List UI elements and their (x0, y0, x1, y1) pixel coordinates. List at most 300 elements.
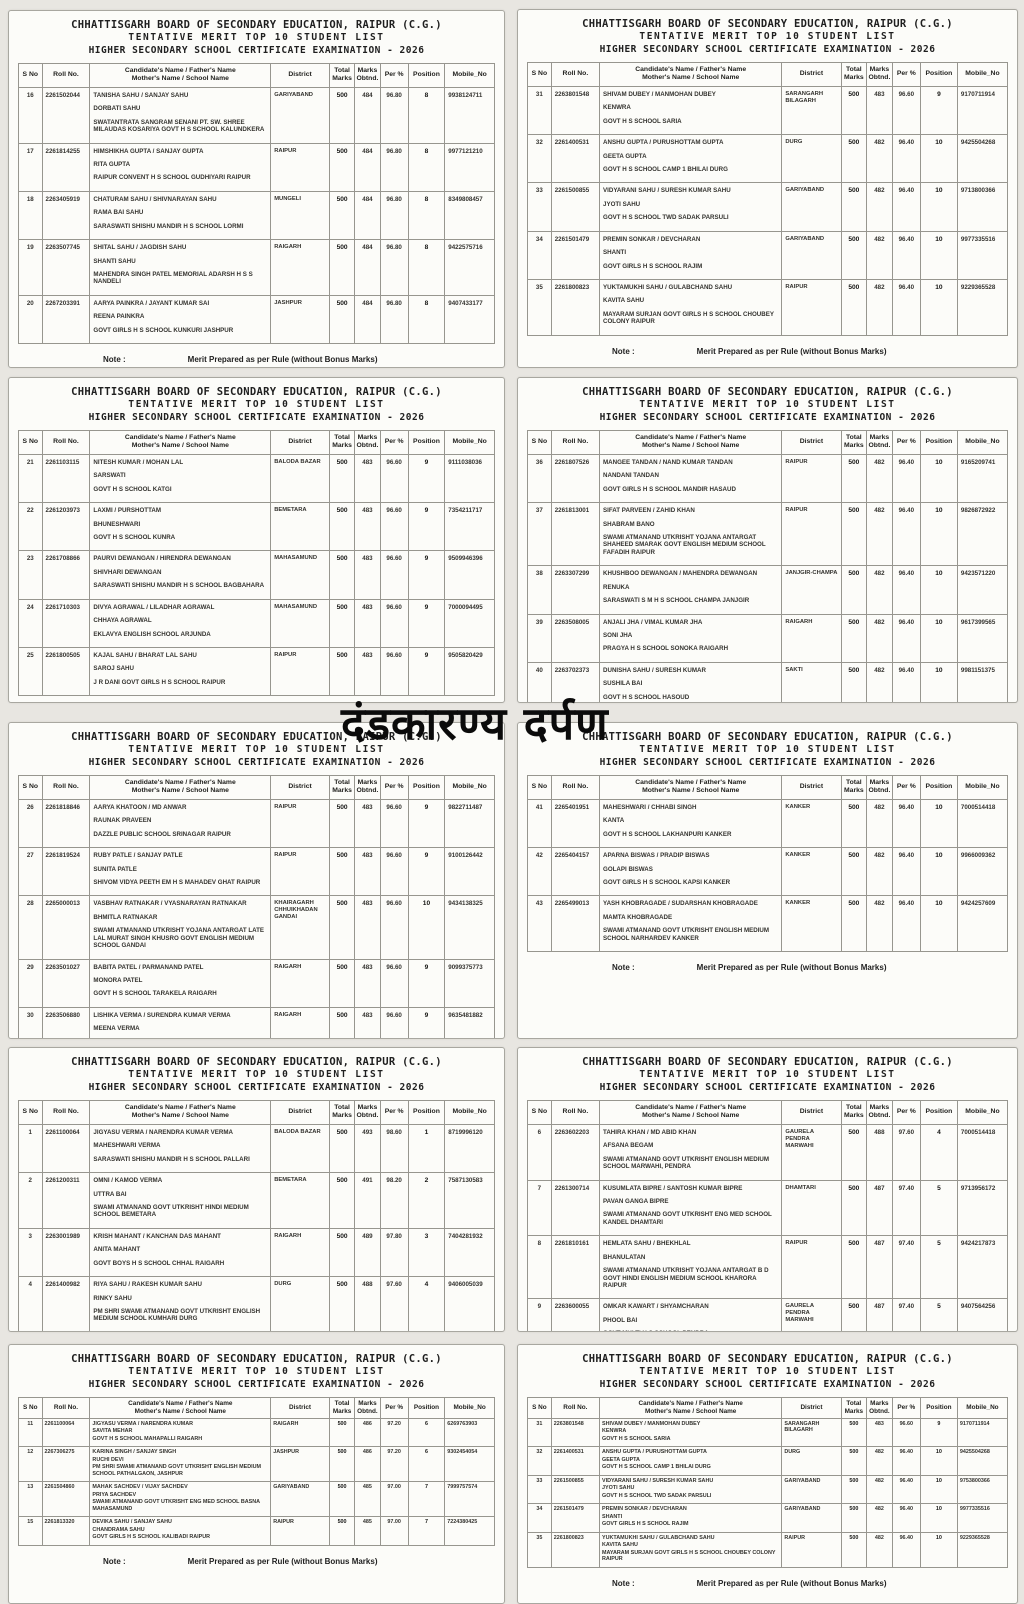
district-cell: MUNGELI (271, 191, 330, 239)
column-header-6: Per % (892, 1100, 920, 1124)
mobile-cell: 9111038036 (445, 454, 495, 502)
column-header-4: Total Marks (841, 1397, 867, 1418)
panel-header (18, 18, 495, 58)
district-cell: RAIGARH (782, 614, 841, 662)
candidate-father-name: DEVIKA SAHU / SANJAY SAHU (92, 1519, 268, 1525)
table-row (19, 143, 495, 191)
list-title: TENTATIVE MERIT TOP 10 STUDENT LIST (18, 744, 495, 757)
table-body (19, 1418, 495, 1545)
table-body (528, 799, 1008, 951)
merit-table (527, 1397, 1008, 1568)
position-cell: 10 (920, 614, 957, 662)
table-head (19, 1100, 495, 1124)
district-cell: RAIGARH (271, 240, 330, 296)
table-row (19, 959, 495, 1007)
school-name: MAYARAM SURJAN GOVT GIRLS H S SCHOOL CHOUBEY COLONY RAIPUR (603, 311, 778, 326)
marks-obtained-cell: 482 (867, 896, 893, 952)
candidate-father-name: SHIVAM DUBEY / MANMOHAN DUBEY (602, 1421, 779, 1427)
board-title: CHHATTISGARH BOARD OF SECONDARY EDUCATION, RAIPUR (C.G.) (527, 1352, 1008, 1366)
district-cell: SARANGARH BILAGARH (782, 86, 841, 134)
marks-obtained-cell: 482 (867, 1447, 893, 1475)
roll-cell: 2267306275 (42, 1447, 90, 1482)
sno-cell: 15 (19, 1517, 43, 1545)
column-header-8: Mobile_No (957, 1397, 1007, 1418)
candidate-cell (600, 1124, 782, 1180)
candidate-cell (90, 896, 271, 959)
column-header-8: Mobile_No (957, 430, 1007, 454)
candidate-father-name: VIDYARANI SAHU / SURESH KUMAR SAHU (603, 187, 778, 194)
candidate-cell (90, 1517, 271, 1545)
table-head (19, 775, 495, 799)
mobile-cell: 9425504268 (957, 1447, 1007, 1475)
column-header-5: Marks Obtnd. (355, 775, 380, 799)
district-cell: RAIPUR (271, 648, 330, 696)
mobile-cell: 7000514418 (957, 1124, 1007, 1180)
column-header-7: Position (920, 1100, 957, 1124)
percent-cell: 96.80 (380, 191, 408, 239)
column-header-1: Roll No. (42, 63, 90, 87)
roll-cell: 2261300714 (551, 1180, 599, 1236)
marks-obtained-cell: 487 (867, 1180, 893, 1236)
candidate-cell (90, 454, 271, 502)
mother-name: GEETA GUPTA (602, 1457, 779, 1463)
mother-name: SHIVHARI DEWANGAN (93, 569, 267, 576)
column-header-3: District (782, 62, 841, 86)
position-cell: 8 (408, 240, 445, 296)
table-row (19, 1482, 495, 1517)
table-body (19, 799, 495, 1039)
candidate-cell (600, 848, 782, 896)
mother-name: RAMA BAI SAHU (93, 209, 267, 216)
candidate-cell (90, 848, 271, 896)
marks-obtained-cell: 483 (867, 1418, 893, 1446)
school-name: SARASWATI SHISHU MANDIR H S SCHOOL PALLARI (93, 1156, 267, 1163)
position-cell: 10 (920, 280, 957, 336)
table-head (528, 775, 1008, 799)
district-cell: GARIYABAND (782, 183, 841, 231)
exam-title: HIGHER SECONDARY SCHOOL CERTIFICATE EXAMINATION - 2026 (527, 412, 1008, 425)
district-cell: RAIPUR (271, 848, 330, 896)
mobile-cell: 9229365528 (957, 1532, 1007, 1567)
marks-obtained-cell: 487 (867, 1299, 893, 1332)
list-title: TENTATIVE MERIT TOP 10 STUDENT LIST (18, 32, 495, 45)
school-name: GOVT H S SCHOOL TWD SADAK PARSULI (603, 214, 778, 221)
column-header-7: Position (920, 430, 957, 454)
mother-name: REENA PAINKRA (93, 313, 267, 320)
school-name: PRAGYA H S SCHOOL SONOKA RAIGARH (603, 645, 778, 652)
note-row (103, 1557, 495, 1566)
table-head (528, 1397, 1008, 1418)
mobile-cell: 9713800366 (957, 183, 1007, 231)
column-header-6: Per % (892, 1397, 920, 1418)
percent-cell: 96.40 (892, 1447, 920, 1475)
total-marks-cell: 500 (841, 1299, 867, 1332)
column-header-6: Per % (380, 1397, 408, 1418)
position-cell: 3 (408, 1228, 445, 1276)
mother-name: KENWRA (602, 1428, 779, 1434)
board-title: CHHATTISGARH BOARD OF SECONDARY EDUCATION, RAIPUR (C.G.) (527, 17, 1008, 31)
sno-cell: 4 (19, 1277, 43, 1332)
marks-obtained-cell: 483 (355, 599, 380, 647)
candidate-father-name: JIGYASU VERMA / NARENDRA KUMAR VERMA (93, 1129, 267, 1136)
total-marks-cell: 500 (841, 566, 867, 614)
table-row (528, 566, 1008, 614)
position-cell: 10 (920, 1504, 957, 1532)
mobile-cell: 9099375773 (445, 959, 495, 1007)
mobile-cell: 7224380425 (445, 1517, 495, 1545)
board-title: CHHATTISGARH BOARD OF SECONDARY EDUCATION, RAIPUR (C.G.) (527, 385, 1008, 399)
position-cell: 8 (408, 295, 445, 343)
position-cell: 4 (920, 1124, 957, 1180)
mother-name: KANTA (603, 817, 778, 824)
mother-name: RAUNAK PRAVEEN (93, 817, 267, 824)
mother-name: SAVITA MEHAR (92, 1428, 268, 1434)
table-head (528, 430, 1008, 454)
mother-name: RINKY SAHU (93, 1295, 267, 1302)
panel-header (18, 1352, 495, 1392)
total-marks-cell: 500 (329, 799, 354, 847)
mother-name: GEETA GUPTA (603, 153, 778, 160)
total-marks-cell: 500 (841, 848, 867, 896)
column-header-6: Per % (892, 775, 920, 799)
table-row (528, 454, 1008, 502)
column-header-5: Marks Obtnd. (867, 1397, 893, 1418)
table-row (19, 1007, 495, 1039)
header-row (528, 1397, 1008, 1418)
mother-name: SHANTI (602, 1514, 779, 1520)
candidate-father-name: SHIVAM DUBEY / MANMOHAN DUBEY (603, 91, 778, 98)
roll-cell: 2261203973 (42, 503, 90, 551)
note-text: Merit Prepared as per Rule (without Bonus Marks) (697, 347, 887, 356)
percent-cell: 96.40 (892, 662, 920, 703)
marks-obtained-cell: 487 (867, 1236, 893, 1299)
column-header-8: Mobile_No (445, 775, 495, 799)
exam-title: HIGHER SECONDARY SCHOOL CERTIFICATE EXAMINATION - 2026 (18, 1082, 495, 1095)
school-name: GOVT GIRLS H S SCHOOL KALIBADI RAIPUR (92, 1534, 268, 1540)
sno-cell: 26 (19, 799, 43, 847)
percent-cell: 96.40 (892, 614, 920, 662)
column-header-8: Mobile_No (445, 1100, 495, 1124)
total-marks-cell: 500 (329, 295, 354, 343)
sno-cell: 20 (19, 295, 43, 343)
district-cell: GAURELA PENDRA MARWAHI (782, 1124, 841, 1180)
roll-cell: 2261400531 (551, 135, 599, 183)
candidate-cell (90, 1482, 271, 1517)
column-header-0: S No (528, 430, 552, 454)
position-cell: 9 (408, 959, 445, 1007)
column-header-3: District (271, 430, 330, 454)
candidate-father-name: RUBY PATLE / SANJAY PATLE (93, 852, 267, 859)
percent-cell: 96.40 (892, 503, 920, 566)
mother-name: PHOOL BAI (603, 1317, 778, 1324)
mother-name: BHUNESHWARI (93, 521, 267, 528)
merit-list-panel-rows-41-43 (517, 722, 1018, 1039)
marks-obtained-cell: 491 (355, 1173, 380, 1229)
mobile-cell: 9505820429 (445, 648, 495, 696)
total-marks-cell: 500 (841, 135, 867, 183)
total-marks-cell: 500 (329, 1418, 354, 1446)
district-cell: GARIYABAND (782, 1504, 841, 1532)
school-name: GOVT H S SCHOOL LAKHANPURI KANKER (603, 831, 778, 838)
position-cell: 5 (920, 1299, 957, 1332)
total-marks-cell: 500 (841, 280, 867, 336)
roll-cell: 2263508005 (551, 614, 599, 662)
column-header-3: District (271, 63, 330, 87)
total-marks-cell: 500 (841, 896, 867, 952)
column-header-0: S No (19, 430, 43, 454)
board-title: CHHATTISGARH BOARD OF SECONDARY EDUCATION, RAIPUR (C.G.) (18, 1352, 495, 1366)
percent-cell: 96.40 (892, 231, 920, 279)
candidate-father-name: LISHIKA VERMA / SURENDRA KUMAR VERMA (93, 1012, 267, 1019)
mother-name: JYOTI SAHU (603, 201, 778, 208)
percent-cell: 98.60 (380, 1124, 408, 1172)
candidate-cell (90, 1007, 271, 1039)
column-header-7: Position (408, 1397, 445, 1418)
panel-header (18, 1055, 495, 1095)
mobile-cell: 7000514418 (957, 799, 1007, 847)
column-header-3: District (271, 775, 330, 799)
column-header-7: Position (408, 775, 445, 799)
table-head (19, 1397, 495, 1418)
mother-name: UTTRA BAI (93, 1191, 267, 1198)
district-cell: BALODA BAZAR (271, 1124, 330, 1172)
school-name: GOVT GIRLS H S SCHOOL RAJIM (603, 263, 778, 270)
column-header-1: Roll No. (551, 775, 599, 799)
district-cell: RAIGARH (271, 1007, 330, 1039)
table-head (528, 62, 1008, 86)
candidate-father-name: PREMIN SONKAR / DEVCHARAN (603, 236, 778, 243)
school-name: GOVT BOYS H S SCHOOL CHHAL RAIGARH (93, 1260, 267, 1267)
mobile-cell: 6269763903 (445, 1418, 495, 1446)
candidate-father-name: MAHAK SACHDEV / VIJAY SACHDEV (92, 1484, 268, 1490)
position-cell: 8 (408, 191, 445, 239)
candidate-cell (90, 1418, 271, 1446)
roll-cell: 2265499013 (551, 896, 599, 952)
mobile-cell: 7587130583 (445, 1173, 495, 1229)
roll-cell: 2263702373 (551, 662, 599, 703)
panel-header (527, 1352, 1008, 1392)
school-name: GOVT GIRLS H S SCHOOL MANDIR HASAUD (603, 486, 778, 493)
note-label: Note : (612, 1579, 635, 1588)
note-label: Note : (612, 963, 635, 972)
mother-name: CHHAYA AGRAWAL (93, 617, 267, 624)
candidate-father-name: TAHIRA KHAN / MD ABID KHAN (603, 1129, 778, 1136)
table-body (19, 1124, 495, 1332)
mobile-cell: 9434138325 (445, 896, 495, 959)
percent-cell: 97.00 (380, 1517, 408, 1545)
column-header-4: Total Marks (329, 775, 354, 799)
position-cell: 9 (408, 848, 445, 896)
list-title: TENTATIVE MERIT TOP 10 STUDENT LIST (18, 1366, 495, 1379)
candidate-cell (600, 86, 782, 134)
column-header-4: Total Marks (841, 62, 867, 86)
column-header-7: Position (408, 430, 445, 454)
column-header-7: Position (920, 1397, 957, 1418)
column-header-2: Candidate's Name / Father's Name Mother's Name / School Name (90, 430, 271, 454)
roll-cell: 2261813001 (551, 503, 599, 566)
school-name: GOVT H S SCHOOL TWD SADAK PARSULI (602, 1493, 779, 1499)
marks-obtained-cell: 488 (867, 1124, 893, 1180)
sno-cell: 21 (19, 454, 43, 502)
mobile-cell: 9981151375 (957, 662, 1007, 703)
sno-cell: 22 (19, 503, 43, 551)
percent-cell: 96.60 (380, 648, 408, 696)
column-header-1: Roll No. (42, 775, 90, 799)
table-row (528, 1504, 1008, 1532)
mobile-cell: 9424217873 (957, 1236, 1007, 1299)
sno-cell: 17 (19, 143, 43, 191)
table-row (19, 1447, 495, 1482)
merit-table (527, 1100, 1008, 1332)
candidate-cell (600, 1180, 782, 1236)
table-head (528, 1100, 1008, 1124)
mother-name: MONORA PATEL (93, 977, 267, 984)
table-row (528, 848, 1008, 896)
roll-cell: 2261818846 (42, 799, 90, 847)
sno-cell: 32 (528, 1447, 552, 1475)
candidate-father-name: ANJALI JHA / VIMAL KUMAR JHA (603, 619, 778, 626)
column-header-6: Per % (380, 775, 408, 799)
candidate-father-name: VIDYARANI SAHU / SURESH KUMAR SAHU (602, 1478, 779, 1484)
marks-obtained-cell: 482 (867, 566, 893, 614)
candidate-father-name: YUKTAMUKHI SAHU / GULABCHAND SAHU (602, 1535, 779, 1541)
header-row (19, 775, 495, 799)
mother-name: JYOTI SAHU (602, 1485, 779, 1491)
candidate-cell (90, 1124, 271, 1172)
total-marks-cell: 500 (841, 1447, 867, 1475)
column-header-4: Total Marks (841, 430, 867, 454)
merit-table (18, 1100, 495, 1332)
district-cell: RAIPUR (271, 1517, 330, 1545)
mother-name: SHABRAM BANO (603, 521, 778, 528)
list-title: TENTATIVE MERIT TOP 10 STUDENT LIST (527, 744, 1008, 757)
candidate-father-name: TANISHA SAHU / SANJAY SAHU (93, 92, 267, 99)
sno-cell: 12 (19, 1447, 43, 1482)
total-marks-cell: 500 (329, 1277, 354, 1332)
total-marks-cell: 500 (841, 183, 867, 231)
percent-cell: 96.60 (380, 503, 408, 551)
header-row (19, 430, 495, 454)
total-marks-cell: 500 (329, 648, 354, 696)
column-header-4: Total Marks (329, 1100, 354, 1124)
district-cell: DURG (782, 1447, 841, 1475)
roll-cell: 2261708866 (42, 551, 90, 599)
table-row (19, 799, 495, 847)
position-cell: 10 (920, 503, 957, 566)
table-row (528, 614, 1008, 662)
merit-list-panel-rows-16-20 (8, 10, 505, 368)
candidate-cell (600, 1236, 782, 1299)
position-cell: 8 (408, 87, 445, 143)
candidate-father-name: SHITAL SAHU / JAGDISH SAHU (93, 244, 267, 251)
sno-cell: 2 (19, 1173, 43, 1229)
candidate-father-name: SIFAT PARVEEN / ZAHID KHAN (603, 507, 778, 514)
column-header-0: S No (528, 1100, 552, 1124)
column-header-3: District (271, 1397, 330, 1418)
table-body (19, 87, 495, 343)
mobile-cell: 8719996120 (445, 1124, 495, 1172)
exam-title: HIGHER SECONDARY SCHOOL CERTIFICATE EXAMINATION - 2026 (18, 412, 495, 425)
total-marks-cell: 500 (329, 191, 354, 239)
roll-cell: 2261819524 (42, 848, 90, 896)
percent-cell: 96.60 (380, 848, 408, 896)
roll-cell: 2261813320 (42, 1517, 90, 1545)
roll-cell: 2263506880 (42, 1007, 90, 1039)
total-marks-cell: 500 (841, 86, 867, 134)
percent-cell: 96.40 (892, 454, 920, 502)
roll-cell: 2261800823 (551, 280, 599, 336)
marks-obtained-cell: 482 (867, 848, 893, 896)
percent-cell: 96.60 (380, 551, 408, 599)
candidate-father-name: VASBHAV RATNAKAR / VYASNARAYAN RATNAKAR (93, 900, 267, 907)
percent-cell: 96.60 (892, 86, 920, 134)
marks-obtained-cell: 488 (355, 1277, 380, 1332)
mobile-cell: 9425504268 (957, 135, 1007, 183)
exam-title: HIGHER SECONDARY SCHOOL CERTIFICATE EXAMINATION - 2026 (527, 44, 1008, 57)
column-header-1: Roll No. (551, 62, 599, 86)
marks-obtained-cell: 483 (355, 848, 380, 896)
sno-cell: 25 (19, 648, 43, 696)
merit-list-panel-rows-31-35-copy (517, 1344, 1018, 1604)
table-row (19, 1173, 495, 1229)
column-header-5: Marks Obtnd. (355, 63, 380, 87)
sno-cell: 3 (19, 1228, 43, 1276)
total-marks-cell: 500 (329, 1007, 354, 1039)
marks-obtained-cell: 486 (355, 1418, 380, 1446)
table-body (528, 454, 1008, 703)
candidate-cell (600, 183, 782, 231)
candidate-father-name: OMNI / KAMOD VERMA (93, 1177, 267, 1184)
marks-obtained-cell: 485 (355, 1517, 380, 1545)
column-header-6: Per % (892, 430, 920, 454)
sno-cell: 39 (528, 614, 552, 662)
merit-table (527, 775, 1008, 952)
marks-obtained-cell: 483 (355, 551, 380, 599)
marks-obtained-cell: 482 (867, 183, 893, 231)
position-cell: 9 (408, 799, 445, 847)
total-marks-cell: 500 (841, 1418, 867, 1446)
merit-list-panel-rows-26-30 (8, 722, 505, 1039)
school-name: SWAMI ATMANAND UTKRISHT YOJANA ANTARGAT B D GOVT HINDI ENGLISH MEDIUM SCHOOL KHARORA RAIPUR (603, 1267, 778, 1289)
district-cell: GARIYABAND (782, 1475, 841, 1503)
sno-cell: 32 (528, 135, 552, 183)
candidate-cell (600, 454, 782, 502)
mobile-cell: 9302454054 (445, 1447, 495, 1482)
merit-list-panel-rows-11-15 (8, 1344, 505, 1604)
table-row (528, 1532, 1008, 1567)
candidate-father-name: KUSUMLATA BIPRE / SANTOSH KUMAR BIPRE (603, 1185, 778, 1192)
district-cell: GARIYABAND (271, 87, 330, 143)
sno-cell: 34 (528, 231, 552, 279)
total-marks-cell: 500 (329, 240, 354, 296)
district-cell: JASHPUR (271, 295, 330, 343)
note-text: Merit Prepared as per Rule (without Bonus Marks) (697, 963, 887, 972)
school-name: GOVT H S SCHOOL CAMP 1 BHILAI DURG (603, 166, 778, 173)
position-cell: 9 (408, 503, 445, 551)
table-row (19, 848, 495, 896)
merit-table (527, 62, 1008, 336)
district-cell: GAURELA PENDRA MARWAHI (782, 1299, 841, 1332)
marks-obtained-cell: 483 (355, 896, 380, 959)
panel-header (527, 17, 1008, 57)
mobile-cell: 9423571220 (957, 566, 1007, 614)
roll-cell: 2261800505 (42, 648, 90, 696)
mobile-cell: 8349808457 (445, 191, 495, 239)
percent-cell: 96.80 (380, 240, 408, 296)
table-row (528, 1447, 1008, 1475)
candidate-father-name: AARYA KHATOON / MD ANWAR (93, 804, 267, 811)
column-header-6: Per % (380, 63, 408, 87)
